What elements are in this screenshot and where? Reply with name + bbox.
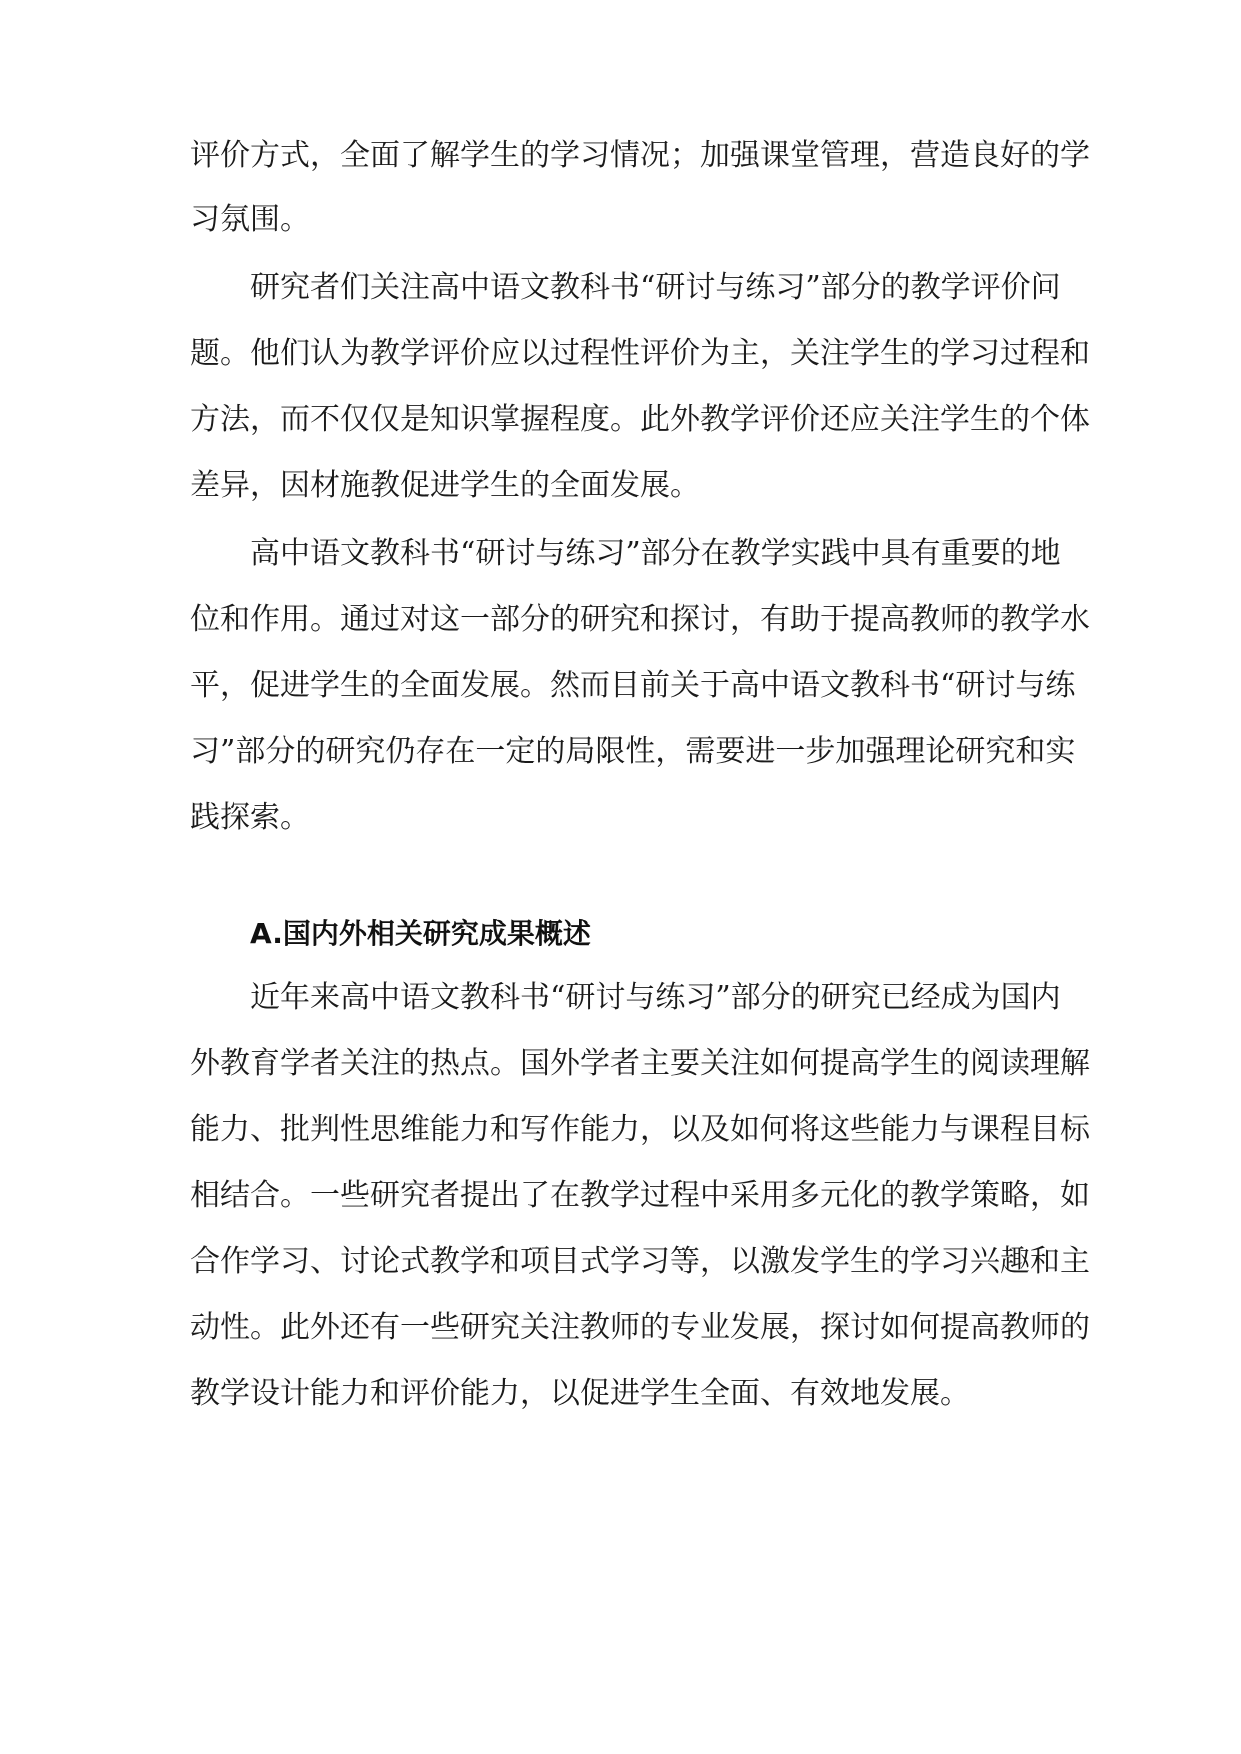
paragraph-3-line-1: 高中语文教科书“研讨与练习”部分在教学实践中具有重要的地 — [250, 536, 1061, 571]
paragraph-4-line-5: 合作学习、讨论式教学和项目式学习等，以激发学生的学习兴趣和主 — [190, 1244, 1090, 1279]
section-heading: A.国内外相关研究成果概述 — [250, 917, 591, 950]
paragraph-4-line-1: 近年来高中语文教科书“研讨与练习”部分的研究已经成为国内 — [250, 980, 1061, 1015]
paragraph-3-line-4: 习”部分的研究仍存在一定的局限性，需要进一步加强理论研究和实 — [190, 734, 1076, 769]
paragraph-1-line-1: 评价方式，全面了解学生的学习情况；加强课堂管理，营造良好的学 — [190, 138, 1090, 173]
paragraph-4-line-3: 能力、批判性思维能力和写作能力，以及如何将这些能力与课程目标 — [190, 1112, 1090, 1147]
paragraph-2-line-4: 差异，因材施教促进学生的全面发展。 — [190, 468, 700, 503]
paragraph-2-line-2: 题。他们认为教学评价应以过程性评价为主，关注学生的学习过程和 — [190, 336, 1090, 371]
paragraph-3-line-2: 位和作用。通过对这一部分的研究和探讨，有助于提高教师的教学水 — [190, 602, 1090, 637]
paragraph-2-line-1: 研究者们关注高中语文教科书“研讨与练习”部分的教学评价问 — [250, 270, 1061, 305]
paragraph-4-line-2: 外教育学者关注的热点。国外学者主要关注如何提高学生的阅读理解 — [190, 1046, 1090, 1081]
paragraph-1-line-2: 习氛围。 — [190, 202, 310, 237]
paragraph-4-line-6: 动性。此外还有一些研究关注教师的专业发展，探讨如何提高教师的 — [190, 1310, 1090, 1345]
paragraph-4-line-7: 教学设计能力和评价能力，以促进学生全面、有效地发展。 — [190, 1376, 970, 1411]
paragraph-2-line-3: 方法，而不仅仅是知识掌握程度。此外教学评价还应关注学生的个体 — [190, 402, 1090, 437]
paragraph-4-line-4: 相结合。一些研究者提出了在教学过程中采用多元化的教学策略，如 — [190, 1178, 1090, 1213]
paragraph-3-line-5: 践探索。 — [190, 800, 310, 835]
paragraph-3-line-3: 平，促进学生的全面发展。然而目前关于高中语文教科书“研讨与练 — [190, 668, 1076, 703]
